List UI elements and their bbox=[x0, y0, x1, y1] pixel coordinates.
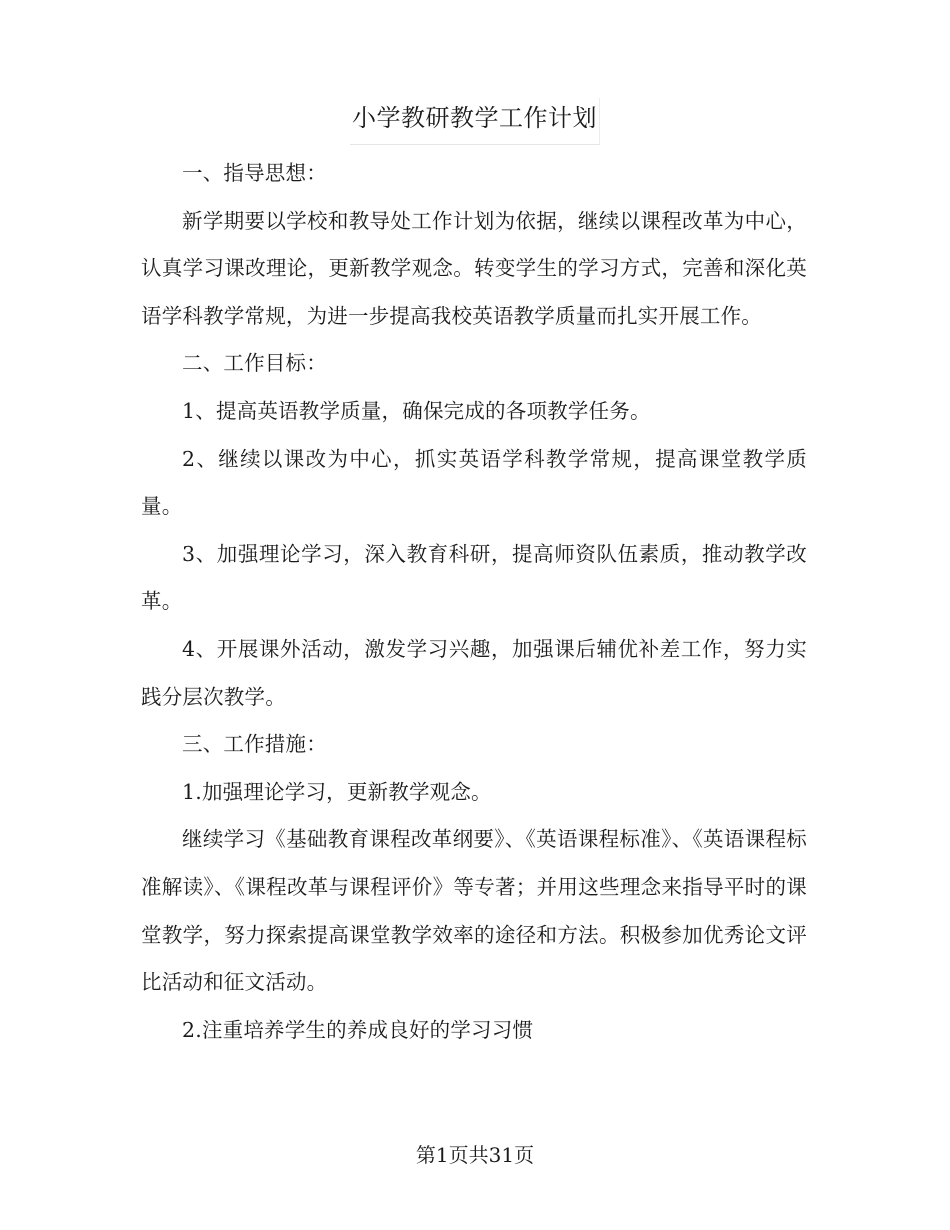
measure-heading-2: 2.注重培养学生的养成良好的学习习惯 bbox=[182, 1017, 534, 1042]
document-title: 小学教研教学工作计划 bbox=[350, 98, 600, 145]
measure-heading-1: 1.加强理论学习，更新教学观念。 bbox=[182, 779, 492, 804]
page-number-footer: 第1页共31页 bbox=[415, 1143, 535, 1167]
paragraph-guiding-ideology: 新学期要以学校和教导处工作计划为依据，继续以课程改革为中心，认真学习课改理论，更新教学观念。转变学生的学习方式，完善和深化英语学科教学常规，为进一步提高我校英语教学质量而扎实开展工作。 bbox=[141, 208, 807, 328]
section-heading-work-measures: 三、工作措施： bbox=[182, 732, 327, 757]
measure-paragraph-1: 继续学习《基础教育课程改革纲要》、《英语课程标准》、《英语课程标准解读》、《课程改革与课程评价》等专著；并用这些理念来指导平时的课堂教学，努力探索提高课堂教学效率的途径和方法。积极参加优秀论文评比活动和征文活动。 bbox=[141, 827, 807, 995]
goal-item-3: 3、加强理论学习，深入教育科研，提高师资队伍素质，推动教学改革。 bbox=[141, 541, 807, 614]
goal-item-1: 1、提高英语教学质量，确保完成的各项教学任务。 bbox=[182, 398, 651, 423]
section-heading-work-goals: 二、工作目标： bbox=[182, 351, 327, 376]
document-body bbox=[141, 150, 807, 1054]
goal-item-4: 4、开展课外活动，激发学习兴趣，加强课后辅优补差工作，努力实践分层次教学。 bbox=[141, 636, 807, 709]
section-heading-guiding-ideology: 一、指导思想： bbox=[182, 161, 327, 185]
title-container bbox=[0, 98, 950, 145]
goal-item-2: 2、继续以课改为中心，抓实英语学科教学常规，提高课堂教学质量。 bbox=[141, 446, 807, 519]
